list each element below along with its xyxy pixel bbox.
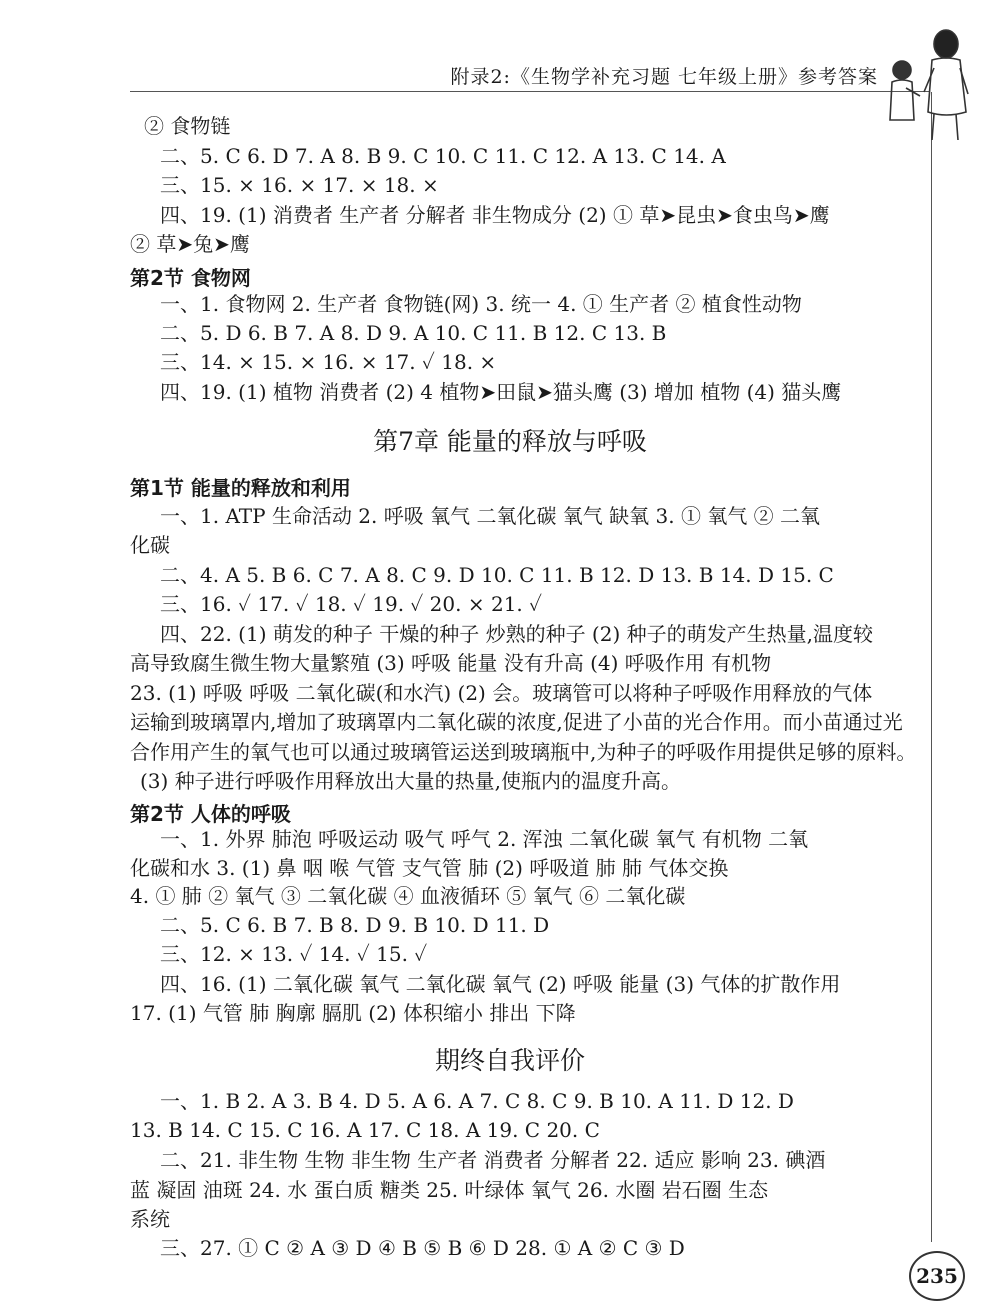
answer-line: 23. (1) 呼吸 呼吸 二氧化碳(和水汽) (2) 会。玻璃管可以将种子呼吸作用释放的气体 — [130, 681, 873, 705]
answer-line: 高导致腐生微生物大量繁殖 (3) 呼吸 能量 没有升高 (4) 呼吸作用 有机物 — [130, 651, 772, 675]
chapter-title: 第7章 能量的释放与呼吸 — [373, 427, 647, 456]
teacher-student-illustration — [880, 22, 976, 142]
answer-line: 二、4. A 5. B 6. C 7. A 8. C 9. D 10. C 11. B 12. D 13. B 14. D 15. C — [160, 563, 834, 587]
answer-line: 二、5. C 6. B 7. B 8. D 9. B 10. D 11. D — [160, 913, 550, 937]
answer-line: 一、1. B 2. A 3. B 4. D 5. A 6. A 7. C 8. C 9. B 10. A 11. D 12. D — [160, 1089, 794, 1113]
side-rule — [931, 92, 932, 1242]
answer-line: ② 草➤兔➤鹰 — [130, 232, 250, 256]
answer-line: 四、19. (1) 消费者 生产者 分解者 非生物成分 (2) ① 草➤昆虫➤食虫鸟➤鹰 — [160, 203, 830, 227]
answer-line: 四、19. (1) 植物 消费者 (2) 4 植物➤田鼠➤猫头鹰 (3) 增加 植物 (4) 猫头鹰 — [160, 380, 842, 404]
answer-line: ② 食物链 — [144, 114, 231, 138]
answer-line: 运输到玻璃罩内,增加了玻璃罩内二氧化碳的浓度,促进了小苗的光合作用。而小苗通过光 — [130, 710, 903, 734]
section-heading: 第2节 食物网 — [130, 266, 251, 290]
answer-line: 四、22. (1) 萌发的种子 干燥的种子 炒熟的种子 (2) 种子的萌发产生热量,温度较 — [160, 622, 873, 646]
header-title: 附录2:《生物学补充习题 七年级上册》参考答案 — [450, 66, 878, 88]
section-heading: 第1节 能量的释放和利用 — [130, 476, 351, 500]
answer-line: 三、27. ① C ② A ③ D ④ B ⑤ B ⑥ D 28. ① A ② C ③ D — [160, 1236, 685, 1260]
section-heading: 第2节 人体的呼吸 — [130, 802, 291, 826]
answer-line: 三、16. ✓ 17. ✓ 18. ✓ 19. ✓ 20. × 21. ✓ — [160, 592, 543, 616]
answer-line: 13. B 14. C 15. C 16. A 17. C 18. A 19. C 20. C — [130, 1118, 600, 1142]
answer-line: 二、5. C 6. D 7. A 8. B 9. C 10. C 11. C 12. A 13. C 14. A — [160, 144, 726, 168]
page-number: 235 — [909, 1251, 965, 1301]
answer-line: 一、1. 食物网 2. 生产者 食物链(网) 3. 统一 4. ① 生产者 ② 植食性动物 — [160, 292, 802, 316]
answer-line: 17. (1) 气管 肺 胸廓 膈肌 (2) 体积缩小 排出 下降 — [130, 1001, 576, 1025]
answer-line: 合作用产生的氧气也可以通过玻璃管运送到玻璃瓶中,为种子的呼吸作用提供足够的原料。 — [130, 740, 917, 764]
answer-line: 化碳 — [130, 533, 170, 557]
answer-line: 系统 — [130, 1207, 170, 1231]
answer-line: 蓝 凝固 油斑 24. 水 蛋白质 糖类 25. 叶绿体 氧气 26. 水圈 岩石圈 生态 — [130, 1178, 769, 1202]
answer-line: 三、12. × 13. ✓ 14. ✓ 15. ✓ — [160, 942, 428, 966]
answer-line: 化碳和水 3. (1) 鼻 咽 喉 气管 支气管 肺 (2) 呼吸道 肺 肺 气体交换 — [130, 856, 729, 880]
answer-line: 二、21. 非生物 生物 非生物 生产者 消费者 分解者 22. 适应 影响 23. 碘酒 — [160, 1148, 826, 1172]
answer-line: 四、16. (1) 二氧化碳 氧气 二氧化碳 氧气 (2) 呼吸 能量 (3) 气体的扩散作用 — [160, 972, 841, 996]
answer-line: 三、15. × 16. × 17. × 18. × — [160, 173, 439, 197]
answer-line: 三、14. × 15. × 16. × 17. ✓ 18. × — [160, 350, 497, 374]
answer-line: 4. ① 肺 ② 氧气 ③ 二氧化碳 ④ 血液循环 ⑤ 氧气 ⑥ 二氧化碳 — [130, 884, 686, 908]
page-header — [130, 58, 930, 92]
answer-line: (3) 种子进行呼吸作用释放出大量的热量,使瓶内的温度升高。 — [140, 769, 682, 793]
header-rule — [130, 91, 930, 92]
answer-line: 一、1. 外界 肺泡 呼吸运动 吸气 呼气 2. 浑浊 二氧化碳 氧气 有机物 二氧 — [160, 827, 809, 851]
chapter-title: 期终自我评价 — [434, 1046, 585, 1075]
answer-line: 一、1. ATP 生命活动 2. 呼吸 氧气 二氧化碳 氧气 缺氧 3. ① 氧气 ② 二氧 — [160, 504, 821, 528]
answer-line: 二、5. D 6. B 7. A 8. D 9. A 10. C 11. B 12. C 13. B — [160, 321, 667, 345]
